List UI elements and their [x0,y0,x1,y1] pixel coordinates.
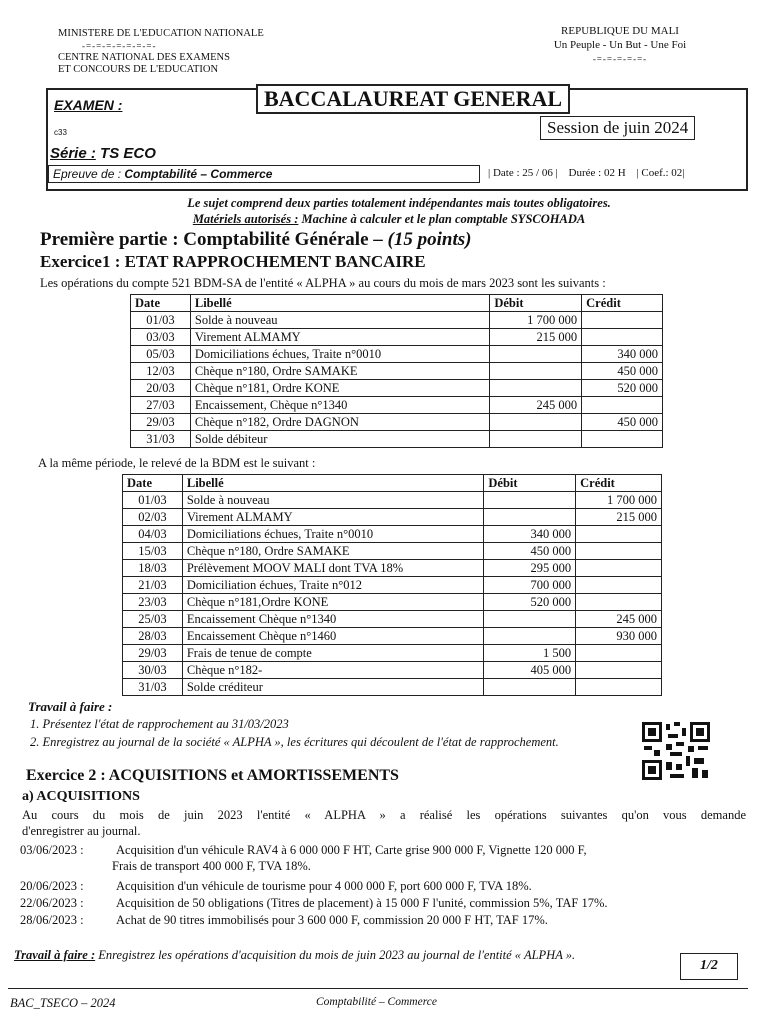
exercise1-intro: Les opérations du compte 521 BDM-SA de l'entité « ALPHA » au cours du mois de mars 2023 sont les suivants : [40,276,606,290]
exercise2-intro-line1: Au cours du mois de juin 2023 l'entité « ALPHA » a réalisé les opérations suivantes qu'on vous demande [22,808,746,822]
table-cell: Domiciliation échues, Traite n°012 [182,577,484,594]
table-cell: 05/03 [131,346,191,363]
table-cell: Virement ALMAMY [190,329,489,346]
table-cell: 245 000 [576,611,662,628]
table-row [131,346,663,363]
table-cell: 01/03 [123,492,183,509]
operation-text: Acquisition d'un véhicule de tourisme pour 4 000 000 F, port 600 000 F, TVA 18%. [116,879,532,893]
table-cell [490,380,582,397]
table-cell: 295 000 [484,560,576,577]
work-item-2: 2. Enregistrez au journal de la société « ALPHA », les écritures qui découlent de l'état de rapprochement. [30,735,559,749]
table-row [131,431,663,448]
table-header-cell: Libellé [182,475,484,492]
operation-date: 22/06/2023 : [20,896,84,910]
materials-label: Matériels autorisés : [192,212,299,226]
table-cell: Chèque n°181, Ordre KONE [190,380,489,397]
table-cell [490,363,582,380]
table-cell [484,509,576,526]
table-row [123,611,662,628]
operation-date: 28/06/2023 : [20,913,84,927]
exercise2-title: Exercice 2 : ACQUISITIONS et AMORTISSEMENTS [26,767,399,784]
exam-label: EXAMEN : [54,97,123,113]
table-cell: 450 000 [582,414,663,431]
qr-code-icon [642,722,710,780]
table-cell: 31/03 [131,431,191,448]
exercise1-title: Exercice1 : ETAT RAPPROCHEMENT BANCAIRE [40,252,426,271]
table-cell: 340 000 [582,346,663,363]
footer-subject: Comptabilité – Commerce [316,996,437,1008]
table-row [123,492,662,509]
table-cell [484,492,576,509]
table-cell: 29/03 [123,645,183,662]
table-row [131,363,663,380]
session-label: Session de juin 2024 [540,116,695,140]
exam-meta [484,165,689,181]
serie-line [50,145,156,162]
table-cell: 20/03 [131,380,191,397]
work-ex2 [14,948,575,963]
exam-duration: Durée : 02 H [568,167,626,179]
table-cell: 03/03 [131,329,191,346]
table-header-cell: Débit [484,475,576,492]
table-row [131,414,663,431]
table-cell: 405 000 [484,662,576,679]
table-cell: 27/03 [131,397,191,414]
table-cell: 28/03 [123,628,183,645]
epreuve-value: Comptabilité – Commerce [124,167,273,181]
table-row [123,628,662,645]
table-cell: 245 000 [490,397,582,414]
table-cell: 23/03 [123,594,183,611]
ministry-name: MINISTERE DE L'EDUCATION NATIONALE [58,28,264,39]
footer-divider [8,988,748,989]
exercise2-intro-line2: d'enregistrer au journal. [22,824,141,838]
table-cell [582,397,663,414]
table-cell [576,662,662,679]
page-number: 1/2 [680,953,738,980]
footer-left: BAC_TSECO – 2024 [10,996,116,1010]
operation-text: Achat de 90 titres immobilisés pour 3 600 000 F, commission 20 000 F HT, TAF 17%. [116,913,548,927]
table-cell: 215 000 [490,329,582,346]
table-cell: Encaissement, Chèque n°1340 [190,397,489,414]
table-cell [582,329,663,346]
bank-statement-table [122,474,662,696]
table-header-cell: Date [123,475,183,492]
table-row [131,312,663,329]
serie-label: Série : [50,145,96,162]
table-row [131,397,663,414]
part1-heading: Première partie : Comptabilité Générale – [40,229,383,250]
table-header-cell: Libellé [190,295,489,312]
materials-line [0,212,768,227]
epreuve-label: Epreuve de : [53,167,122,181]
table-cell: Domiciliations échues, Traite n°0010 [182,526,484,543]
work-item-1: 1. Présentez l'état de rapprochement au 31/03/2023 [30,717,289,731]
table-cell [484,628,576,645]
part1-points: (15 points) [387,229,472,250]
table-cell [484,679,576,696]
table-row [123,645,662,662]
table-header-row [123,475,662,492]
table-row [131,380,663,397]
table-cell [582,431,663,448]
work-title-ex2: Travail à faire : [14,948,96,962]
table-row [123,594,662,611]
table-cell [576,543,662,560]
center-name-line2: ET CONCOURS DE L'EDUCATION [58,64,219,75]
work-text-ex2: Enregistrez les opérations d'acquisition du mois de juin 2023 au journal de l'entité « ALPHA ». [98,948,576,962]
republic-name: REPUBLIQUE DU MALI [561,25,679,37]
table-cell: 02/03 [123,509,183,526]
serie-value: TS ECO [100,145,156,162]
table-header-cell: Débit [490,295,582,312]
table-cell: 215 000 [576,509,662,526]
table-row [123,662,662,679]
table-cell: 04/03 [123,526,183,543]
exercise2-subtitle: a) ACQUISITIONS [22,789,140,804]
table-cell: Encaissement Chèque n°1340 [182,611,484,628]
operation-item [20,842,587,874]
table-header-row [131,295,663,312]
epreuve-box [48,165,480,183]
table-cell [490,414,582,431]
table-row [123,560,662,577]
republic-motto: Un Peuple - Un But - Une Foi [553,39,687,51]
table-row [123,526,662,543]
table-cell: 15/03 [123,543,183,560]
table-cell: 18/03 [123,560,183,577]
table-row [123,509,662,526]
divider-left: -=-=-=-=-=-=-=- [82,41,157,51]
table-header-cell: Crédit [576,475,662,492]
exam-code: c33 [54,128,67,137]
operation-text: Acquisition de 50 obligations (Titres de placement) à 15 000 F l'unité, commission 5%, TAF 17%. [116,896,608,910]
table-cell [576,645,662,662]
table-cell [490,346,582,363]
operation-text-cont: Frais de transport 400 000 F, TVA 18%. [112,859,311,873]
table-cell [484,611,576,628]
table-cell: 31/03 [123,679,183,696]
table-cell: Solde créditeur [182,679,484,696]
table-cell: Solde à nouveau [190,312,489,329]
table-cell: Prélèvement MOOV MALI dont TVA 18% [182,560,484,577]
table-cell: 1 500 [484,645,576,662]
table-cell [576,679,662,696]
table-cell: 01/03 [131,312,191,329]
materials-value: Machine à calculer et le plan comptable SYSCOHADA [301,212,586,226]
work-title-ex1: Travail à faire : [28,699,113,714]
operation-text: Acquisition d'un véhicule RAV4 à 6 000 000 F HT, Carte grise 900 000 F, Vignette 120 000 F, [116,843,587,857]
table-cell: 21/03 [123,577,183,594]
table-cell [490,431,582,448]
table-cell: 29/03 [131,414,191,431]
table-cell: Solde à nouveau [182,492,484,509]
table-cell: Chèque n°180, Ordre SAMAKE [182,543,484,560]
table-cell: Chèque n°182- [182,662,484,679]
operation-item [20,878,532,894]
exam-date: | Date : 25 / 06 | [488,167,558,179]
divider-right: -=-=-=-=-=- [592,54,648,64]
table-cell: Frais de tenue de compte [182,645,484,662]
table-cell: 450 000 [582,363,663,380]
table-cell: 25/03 [123,611,183,628]
table-cell: 700 000 [484,577,576,594]
operation-date: 03/06/2023 : [20,843,84,857]
company-bank-account-table [130,294,663,448]
table-cell: 12/03 [131,363,191,380]
table-cell: Chèque n°180, Ordre SAMAKE [190,363,489,380]
table-row [123,679,662,696]
table-cell: 930 000 [576,628,662,645]
table-cell: Chèque n°182, Ordre DAGNON [190,414,489,431]
table-cell: 340 000 [484,526,576,543]
exam-coef: | Coef.: 02| [636,167,685,179]
table-cell: 1 700 000 [576,492,662,509]
table-cell: Encaissement Chèque n°1460 [182,628,484,645]
table-cell: Virement ALMAMY [182,509,484,526]
table-row [123,543,662,560]
table-cell: Domiciliations échues, Traite n°0010 [190,346,489,363]
center-name-line1: CENTRE NATIONAL DES EXAMENS [58,52,230,63]
bank-statement-intro: A la même période, le relevé de la BDM est le suivant : [38,456,316,470]
table-cell: 520 000 [582,380,663,397]
table-cell: 520 000 [484,594,576,611]
table-cell: 1 700 000 [490,312,582,329]
operation-item [20,912,548,928]
ministry-block [58,28,378,76]
part1-title [40,229,471,251]
operation-item [20,895,608,911]
table-cell [582,312,663,329]
table-header-cell: Crédit [582,295,663,312]
table-cell: Solde débiteur [190,431,489,448]
exam-title: BACCALAUREAT GENERAL [256,84,570,114]
table-header-cell: Date [131,295,191,312]
operation-date: 20/06/2023 : [20,879,84,893]
table-cell: 450 000 [484,543,576,560]
table-row [123,577,662,594]
table-cell [576,594,662,611]
table-cell [576,526,662,543]
table-cell [576,560,662,577]
republic-block [520,24,720,66]
table-cell: Chèque n°181,Ordre KONE [182,594,484,611]
intro-line: Le sujet comprend deux parties totalement indépendantes mais toutes obligatoires. [187,196,611,210]
table-cell [576,577,662,594]
table-row [131,329,663,346]
table-cell: 30/03 [123,662,183,679]
